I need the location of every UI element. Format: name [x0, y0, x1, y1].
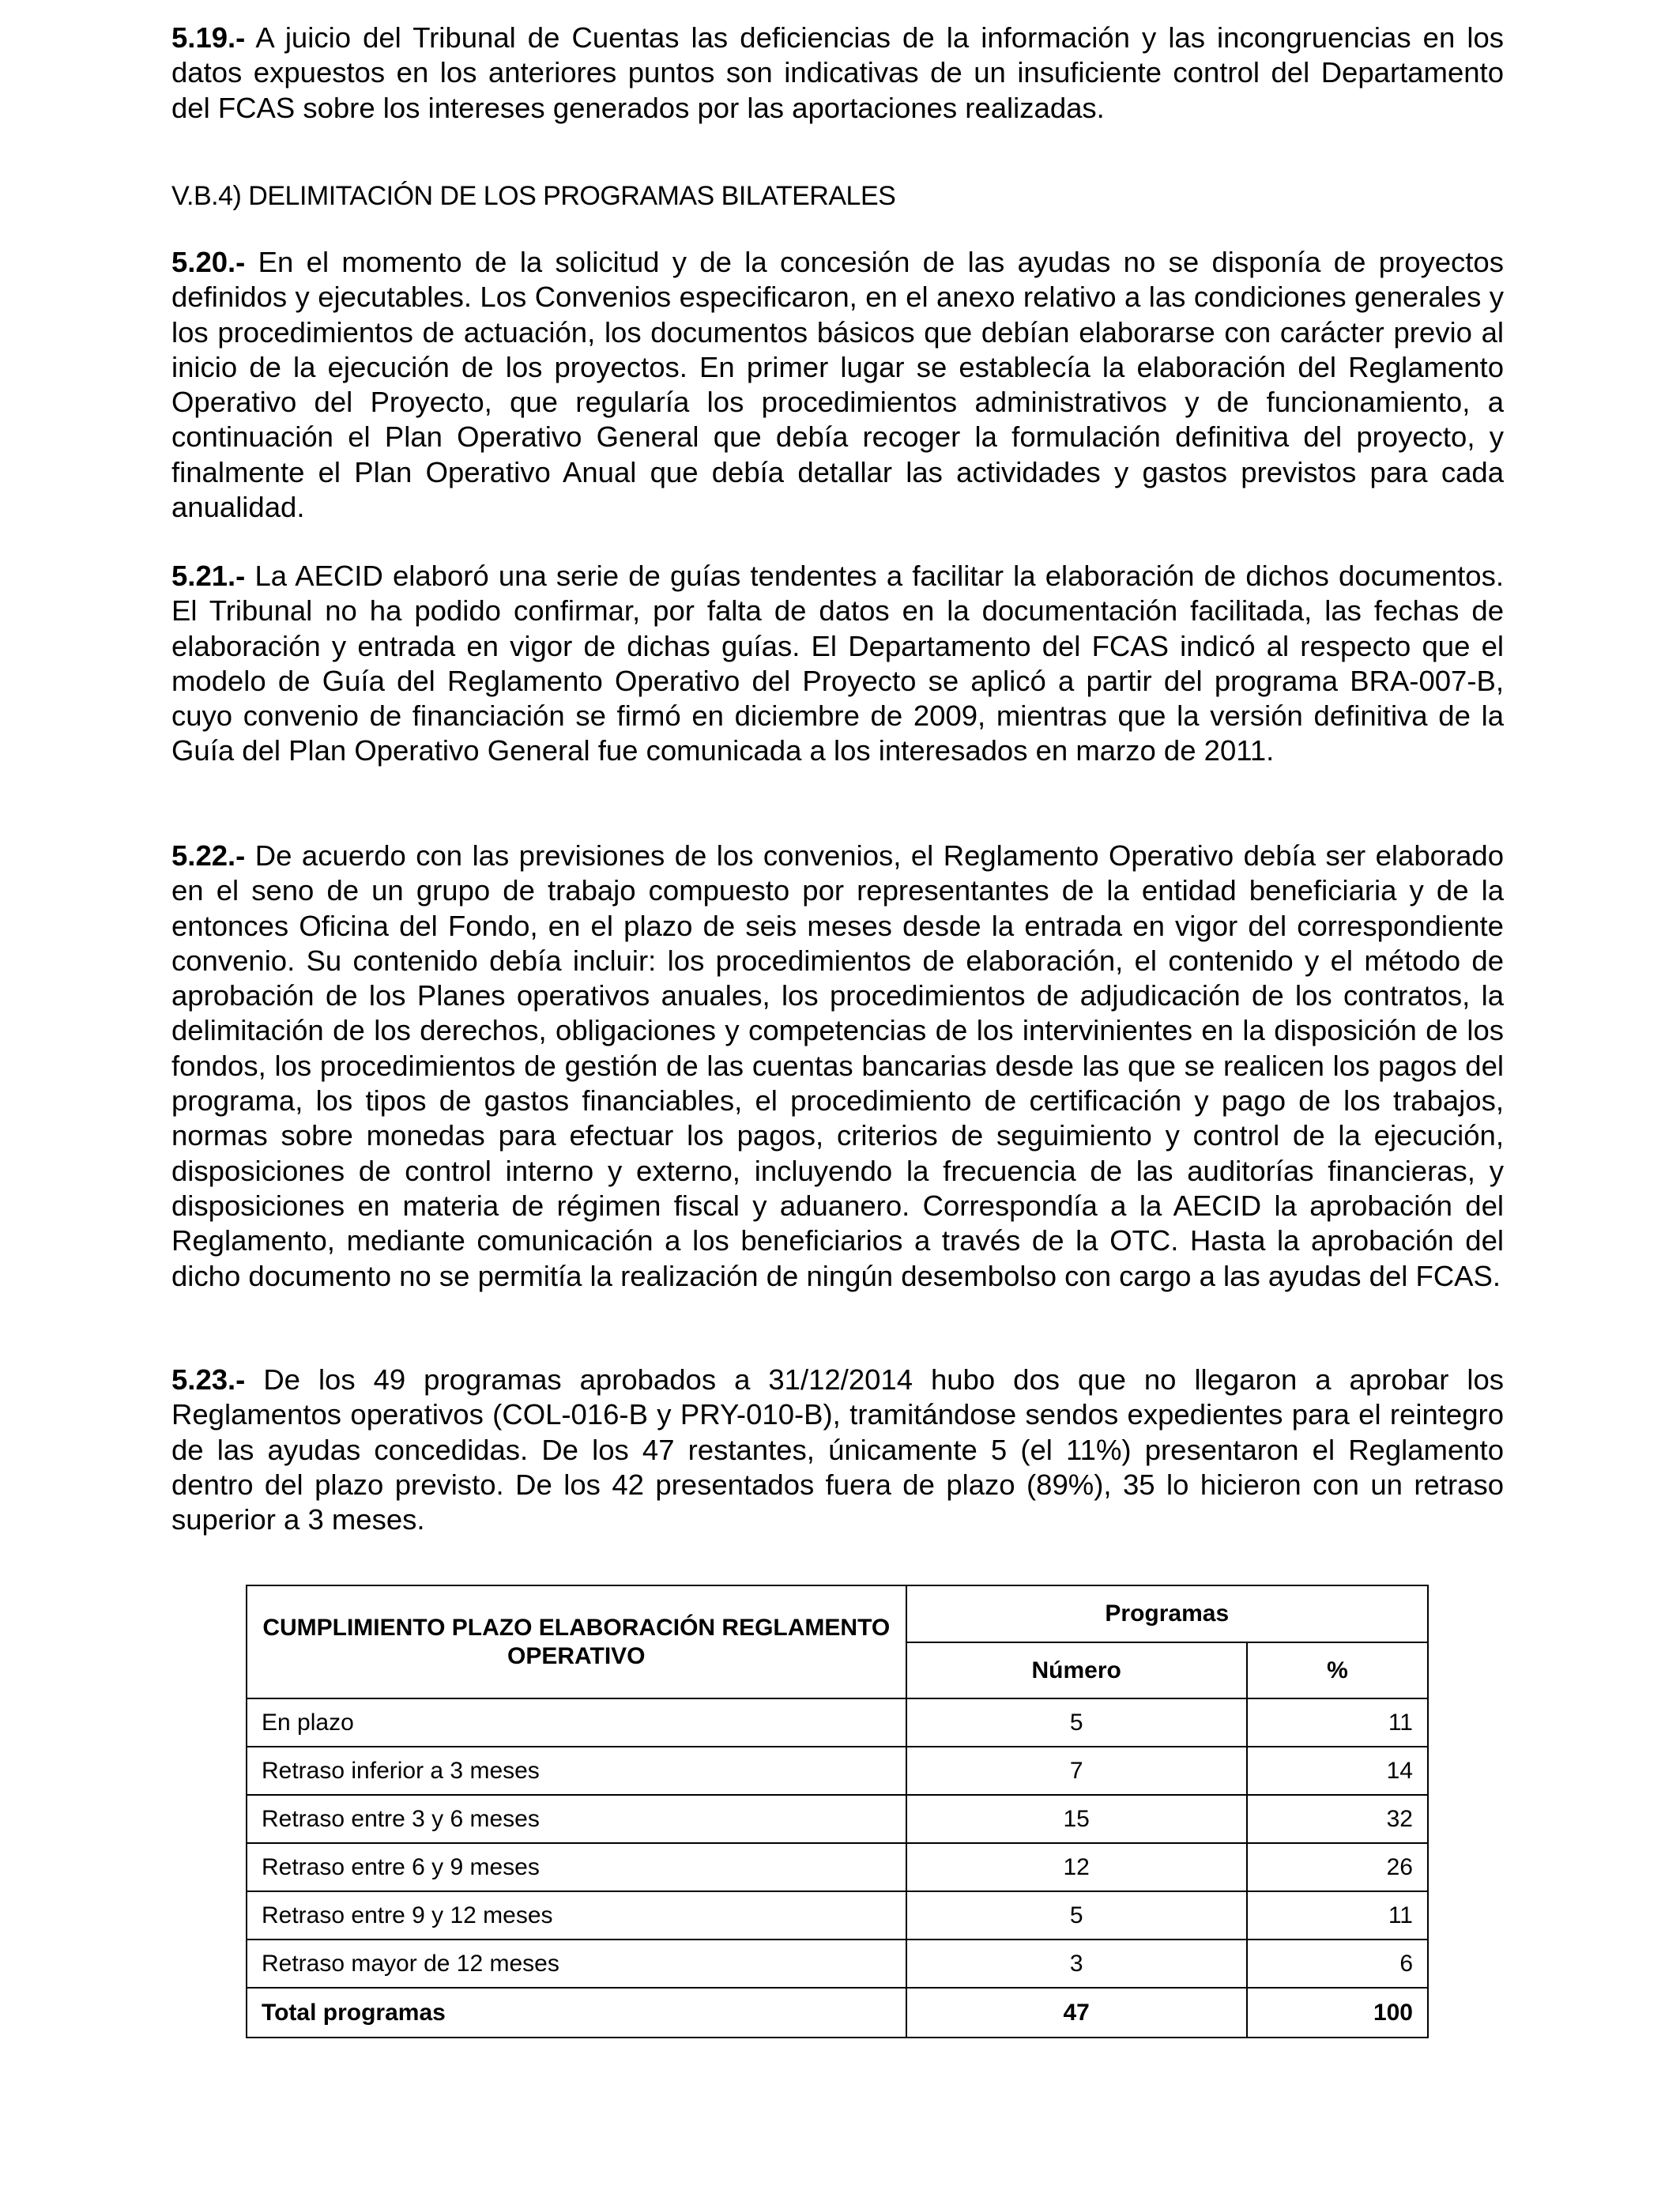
row-percent: 26 [1247, 1843, 1428, 1891]
row-label: Retraso entre 6 y 9 meses [247, 1843, 906, 1891]
row-numero: 5 [906, 1891, 1247, 1940]
row-label: Retraso mayor de 12 meses [247, 1940, 906, 1988]
table-row [247, 1747, 1428, 1795]
paragraph-5-23 [171, 1363, 1504, 1537]
row-percent: 11 [1247, 1891, 1428, 1940]
paragraph-text: De los 49 programas aprobados a 31/12/2014 hubo dos que no llegaron a aprobar los Reglamentos operativos (COL-016-B y PRY-010-B), tramitándose sendos expedientes para el reintegro de las ayudas concedidas. De los 47 restantes, únicamente 5 (el 11%) presentaron el Reglamento dentro del plazo previsto. De los 42 presentados fuera de plazo (89%), 35 lo hicieron con un retraso superior a 3 meses. [171, 1363, 1504, 1536]
table-group-header: Programas [906, 1585, 1428, 1642]
paragraph-5-19 [171, 21, 1504, 126]
row-percent: 6 [1247, 1940, 1428, 1988]
row-label: Retraso entre 3 y 6 meses [247, 1795, 906, 1843]
table-row [247, 1891, 1428, 1940]
paragraph-text: La AECID elaboró una serie de guías tendentes a facilitar la elaboración de dichos documentos. El Tribunal no ha podido confirmar, por falta de datos en la documentación facilitada, las fechas de elaboración y entrada en vigor de dichas guías. El Departamento del FCAS indicó al respecto que el modelo de Guía del Reglamento Operativo del Proyecto se aplicó a partir del programa BRA-007-B, cuyo convenio de financiación se firmó en diciembre de 2009, mientras que la versión definitiva de la Guía del Plan Operativo General fue comunicada a los interesados en marzo de 2011. [171, 560, 1504, 767]
table-row [247, 1795, 1428, 1843]
table-total-row [247, 1988, 1428, 2038]
paragraph-number: 5.19.- [171, 21, 246, 54]
paragraph-number: 5.22.- [171, 839, 246, 872]
row-label: Retraso inferior a 3 meses [247, 1747, 906, 1795]
row-percent: 11 [1247, 1698, 1428, 1747]
row-numero: 3 [906, 1940, 1247, 1988]
paragraph-text: A juicio del Tribunal de Cuentas las deficiencias de la información y las incongruencias en los datos expuestos en los anteriores puntos son indicativas de un insuficiente control del Departamento del FCAS sobre los intereses generados por las aportaciones realizadas. [171, 21, 1504, 124]
section-heading: V.B.4) DELIMITACIÓN DE LOS PROGRAMAS BILATERALES [171, 181, 896, 211]
paragraph-text: De acuerdo con las previsiones de los convenios, el Reglamento Operativo debía ser elaborado en el seno de un grupo de trabajo compuesto por representantes de la entidad beneficiaria y de la entonces Oficina del Fondo, en el plazo de seis meses desde la entrada en vigor del correspondiente convenio. Su contenido debía incluir: los procedimientos de elaboración, el contenido y el método de aprobación de los Planes operativos anuales, los procedimientos de adjudicación de los contratos, la delimitación de los derechos, obligaciones y competencias de los intervinientes en la disposición de los fondos, los procedimientos de gestión de las cuentas bancarias desde las que se realicen los pagos del programa, los tipos de gastos financiables, el procedimiento de certificación y pago de los trabajos, normas sobre monedas para efectuar los pagos, criterios de seguimiento y control de la ejecución, disposiciones de control interno y externo, incluyendo la frecuencia de las auditorías financieras, y disposiciones en materia de régimen fiscal y aduanero. Correspondía a la AECID la aprobación del Reglamento, mediante comunicación a los beneficiarios a través de la OTC. Hasta la aprobación del dicho documento no se permitía la realización de ningún desembolso con cargo a las ayudas del FCAS. [171, 839, 1504, 1292]
table-row [247, 1843, 1428, 1891]
row-numero: 5 [906, 1698, 1247, 1747]
total-percent: 100 [1247, 1988, 1428, 2038]
row-numero: 7 [906, 1747, 1247, 1795]
table-row [247, 1698, 1428, 1747]
total-label: Total programas [247, 1988, 906, 2038]
row-label: Retraso entre 9 y 12 meses [247, 1891, 906, 1940]
paragraph-text: En el momento de la solicitud y de la concesión de las ayudas no se disponía de proyectos definidos y ejecutables. Los Convenios especificaron, en el anexo relativo a las condiciones generales y los procedimientos de actuación, los documentos básicos que debían elaborarse con carácter previo al inicio de la ejecución de los proyectos. En primer lugar se establecía la elaboración del Reglamento Operativo del Proyecto, que regularía los procedimientos administrativos y de funcionamiento, a continuación el Plan Operativo General que debía recoger la formulación definitiva del proyecto, y finalmente el Plan Operativo Anual que debía detallar las actividades y gastos previstos para cada anualidad. [171, 246, 1504, 524]
row-label: En plazo [247, 1698, 906, 1747]
table-title: CUMPLIMIENTO PLAZO ELABORACIÓN REGLAMENTO OPERATIVO [247, 1585, 906, 1698]
row-numero: 15 [906, 1795, 1247, 1843]
row-numero: 12 [906, 1843, 1247, 1891]
paragraph-number: 5.23.- [171, 1363, 246, 1396]
paragraph-5-22 [171, 839, 1504, 1294]
row-percent: 14 [1247, 1747, 1428, 1795]
row-percent: 32 [1247, 1795, 1428, 1843]
paragraph-5-20 [171, 245, 1504, 525]
table-column-percent: % [1247, 1642, 1428, 1698]
compliance-table [246, 1585, 1429, 2038]
table-column-numero: Número [906, 1642, 1247, 1698]
paragraph-number: 5.21.- [171, 560, 246, 592]
table-row [247, 1940, 1428, 1988]
paragraph-5-21 [171, 559, 1504, 769]
total-numero: 47 [906, 1988, 1247, 2038]
paragraph-number: 5.20.- [171, 246, 246, 278]
